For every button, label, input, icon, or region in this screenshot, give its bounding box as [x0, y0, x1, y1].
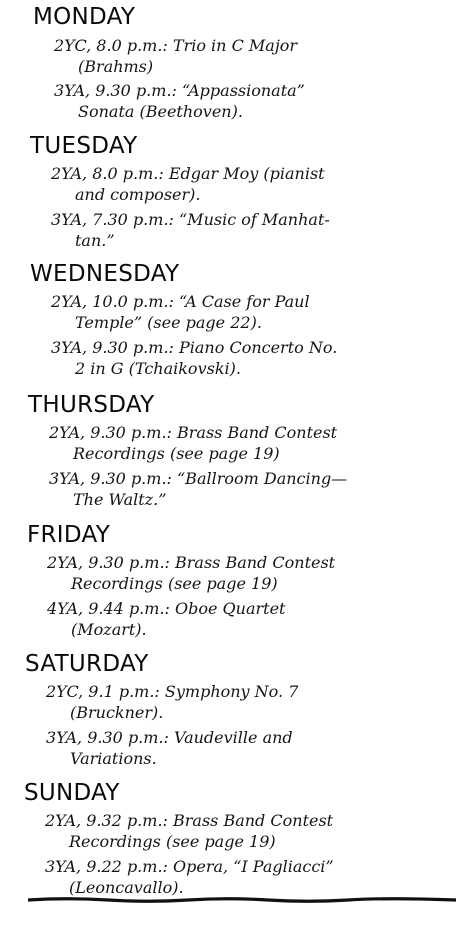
entry-line: 3YA, 9.30 p.m.: Vaudeville and [46, 728, 293, 747]
entry-line: 3YA, 7.30 p.m.: “Music of Manhat- [51, 210, 330, 229]
program-entry [45, 856, 463, 898]
entry-line: Temple” (see page 22). [75, 313, 262, 332]
entry-line: 2YA, 8.0 p.m.: Edgar Moy (pianist [51, 164, 325, 183]
entry-line: (Brahms) [78, 57, 154, 76]
program-entry [47, 598, 463, 640]
day-heading: TUESDAY [30, 133, 138, 159]
entry-line: 2YA, 9.32 p.m.: Brass Band Contest [45, 811, 334, 830]
entry-line: 2YA, 9.30 p.m.: Brass Band Contest [47, 553, 336, 572]
program-entry [46, 681, 463, 723]
entry-line: and composer). [75, 185, 201, 204]
program-entry [51, 209, 463, 251]
program-entry [51, 163, 463, 205]
day-heading: SATURDAY [25, 651, 149, 677]
entry-line: 3YA, 9.30 p.m.: Piano Concerto No. [51, 338, 338, 357]
entry-line: 2YA, 9.30 p.m.: Brass Band Contest [49, 423, 338, 442]
entry-line: (Leoncavallo). [69, 878, 184, 897]
program-entry [54, 80, 463, 122]
day-heading: THURSDAY [28, 392, 155, 418]
program-entry [46, 727, 463, 769]
entry-line: 3YA, 9.30 p.m.: “Ballroom Dancing— [49, 469, 348, 488]
program-entry [49, 422, 463, 464]
program-entry [54, 35, 463, 77]
program-entry [45, 810, 463, 852]
entry-line: 3YA, 9.22 p.m.: Opera, “I Pagliacci” [45, 857, 334, 876]
day-heading: SUNDAY [24, 780, 120, 806]
entry-line: 2 in G (Tchaikovski). [75, 359, 241, 378]
day-heading: FRIDAY [27, 522, 111, 548]
entry-line: 3YA, 9.30 p.m.: “Appassionata” [54, 81, 305, 100]
entry-line: The Waltz.” [73, 490, 167, 509]
day-heading: WEDNESDAY [30, 261, 180, 287]
bottom-divider-rule [28, 897, 456, 903]
entry-line: Sonata (Beethoven). [78, 102, 243, 121]
entry-line: 2YA, 10.0 p.m.: “A Case for Paul [51, 292, 310, 311]
entry-line: tan.” [75, 231, 115, 250]
entry-line: Recordings (see page 19) [71, 574, 278, 593]
day-heading: MONDAY [33, 4, 136, 30]
entry-line: 2YC, 8.0 p.m.: Trio in C Major [54, 36, 298, 55]
entry-line: (Mozart). [71, 620, 147, 639]
entry-line: 2YC, 9.1 p.m.: Symphony No. 7 [46, 682, 299, 701]
entry-line: Recordings (see page 19) [73, 444, 280, 463]
program-entry [51, 291, 463, 333]
program-entry [47, 552, 463, 594]
program-entry [51, 337, 463, 379]
entry-line: Recordings (see page 19) [69, 832, 276, 851]
entry-line: (Bruckner). [70, 703, 164, 722]
entry-line: 4YA, 9.44 p.m.: Oboe Quartet [47, 599, 286, 618]
program-entry [49, 468, 463, 510]
entry-line: Variations. [70, 749, 157, 768]
